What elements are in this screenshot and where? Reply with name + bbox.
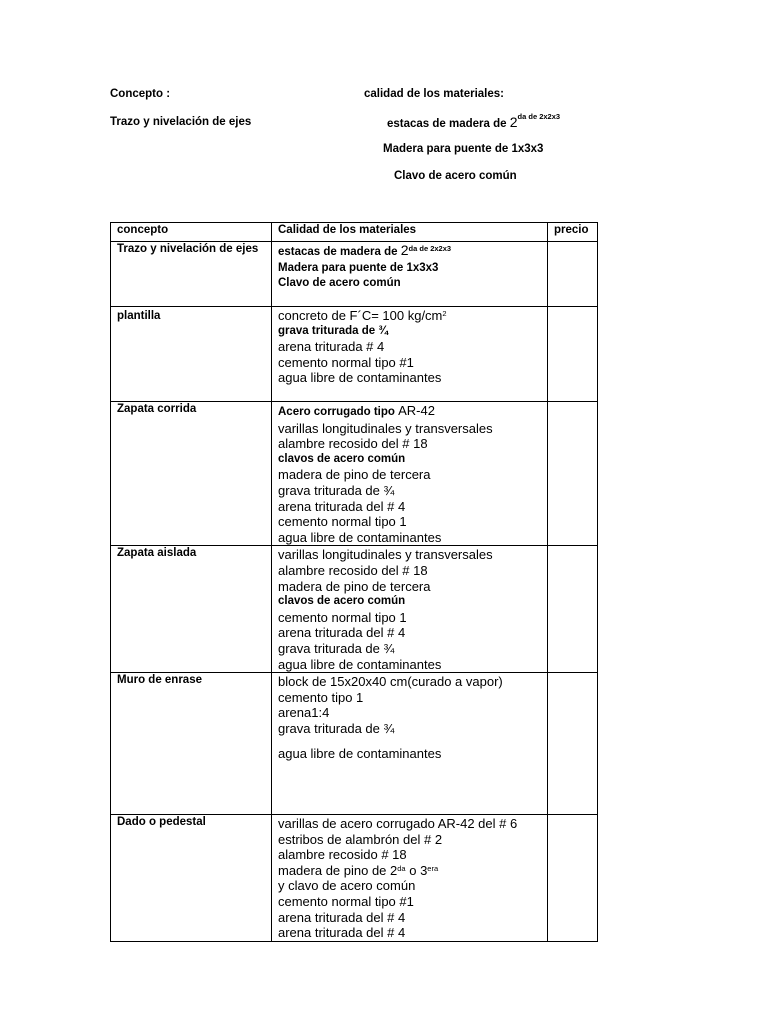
material-line: varillas longitudinales y transversales <box>278 547 493 563</box>
concepto-value: Trazo y nivelación de ejes <box>110 116 252 128</box>
table-row <box>111 402 598 546</box>
header-material-3: Clavo de acero común <box>394 170 517 182</box>
material-line: block de 15x20x40 cm(curado a vapor) <box>278 674 503 690</box>
material-line: y clavo de acero común <box>278 878 416 894</box>
table-row <box>111 673 598 815</box>
row-price <box>548 402 598 546</box>
material-line: madera de pino de tercera <box>278 578 431 594</box>
header-material-1-text: estacas de madera de <box>387 118 510 130</box>
row-concept: Muro de enrase <box>111 673 272 815</box>
header-calidad: Calidad de los materiales <box>272 223 548 242</box>
row-materials <box>272 815 548 942</box>
material-line: cemento normal tipo 1 <box>278 609 407 625</box>
header-material-2: Madera para puente de 1x3x3 <box>383 143 544 155</box>
material-text: concreto de F´C= 100 kg/cm <box>278 308 443 323</box>
material-line: alambre recosido del # 18 <box>278 562 428 578</box>
row-materials <box>272 242 548 307</box>
table-row <box>111 307 598 402</box>
material-text: madera de pino de 2 <box>278 862 398 878</box>
header-concepto: concepto <box>111 223 272 242</box>
header-material-1 <box>387 114 560 130</box>
row-concept: Dado o pedestal <box>111 815 272 942</box>
row-price <box>548 242 598 307</box>
material-line: clavos de acero común <box>278 452 406 465</box>
material-line: grava triturada de ¾ <box>278 482 395 498</box>
header-precio: precio <box>548 223 598 242</box>
row-concept: Zapata aislada <box>111 546 272 673</box>
row-concept: plantilla <box>111 307 272 402</box>
row-materials <box>272 307 548 402</box>
material-line: madera de pino de tercera <box>278 467 431 483</box>
material-text-bold: Acero corrugado tipo <box>278 406 399 418</box>
row-concept: Trazo y nivelación de ejes <box>111 242 272 307</box>
material-line: Clavo de acero común <box>278 277 401 290</box>
material-line: estribos de alambrón del # 2 <box>278 831 443 847</box>
material-line: grava triturada de ¾ <box>278 720 395 736</box>
header-material-1-num: 2 <box>509 114 518 130</box>
spacer <box>278 736 541 746</box>
material-text: AR-42 <box>398 403 435 418</box>
material-line: cemento normal tipo 1 <box>278 514 407 530</box>
material-line: grava triturada de ¾ <box>278 324 388 337</box>
material-line: varillas longitudinales y transversales <box>278 420 493 436</box>
table-row <box>111 815 598 942</box>
material-line: arena triturada del # 4 <box>278 925 406 941</box>
material-text: estacas de madera de <box>278 246 401 258</box>
material-line: arena triturada del # 4 <box>278 909 406 925</box>
material-line: agua libre de contaminantes <box>278 656 442 672</box>
calidad-label: calidad de los materiales: <box>364 88 504 100</box>
material-line: agua libre de contaminantes <box>278 529 442 545</box>
table-header-row <box>111 223 598 242</box>
row-materials <box>272 402 548 546</box>
material-sup: da de 2x2x3 <box>408 244 452 253</box>
material-line: agua libre de contaminantes <box>278 370 442 386</box>
material-line: agua libre de contaminantes <box>278 746 442 762</box>
row-price <box>548 673 598 815</box>
material-line: varillas de acero corrugado AR-42 del # 6 <box>278 816 518 832</box>
material-line <box>278 863 541 879</box>
material-line: arena1:4 <box>278 705 330 721</box>
material-text: o 3 <box>405 862 428 878</box>
row-materials <box>272 546 548 673</box>
row-price <box>548 815 598 942</box>
concepto-label: Concepto : <box>110 88 171 100</box>
material-line: alambre recosido # 18 <box>278 847 407 863</box>
row-materials <box>272 673 548 815</box>
material-sup: da <box>397 863 406 873</box>
material-line: Madera para puente de 1x3x3 <box>278 261 439 274</box>
material-line: cemento normal tipo #1 <box>278 354 414 370</box>
material-line: arena triturada del # 4 <box>278 625 406 641</box>
row-price <box>548 546 598 673</box>
material-line <box>278 403 541 421</box>
table-row <box>111 242 598 307</box>
material-line: arena triturada del # 4 <box>278 498 406 514</box>
material-line: clavos de acero común <box>278 595 406 608</box>
table-row <box>111 546 598 673</box>
material-line: alambre recosido del # 18 <box>278 436 428 452</box>
material-line: cemento normal tipo #1 <box>278 894 414 910</box>
row-price <box>548 307 598 402</box>
header-material-1-sup: da de 2x2x3 <box>517 112 561 121</box>
material-sup: era <box>427 863 439 873</box>
material-num: 2 <box>400 242 409 258</box>
material-line: cemento tipo 1 <box>278 689 364 705</box>
material-sup: 2 <box>442 309 447 318</box>
material-line <box>278 243 541 261</box>
material-line: arena triturada # 4 <box>278 339 385 355</box>
row-concept: Zapata corrida <box>111 402 272 546</box>
material-line <box>278 308 541 324</box>
material-line: grava triturada de ¾ <box>278 640 395 656</box>
materials-table <box>110 222 598 942</box>
